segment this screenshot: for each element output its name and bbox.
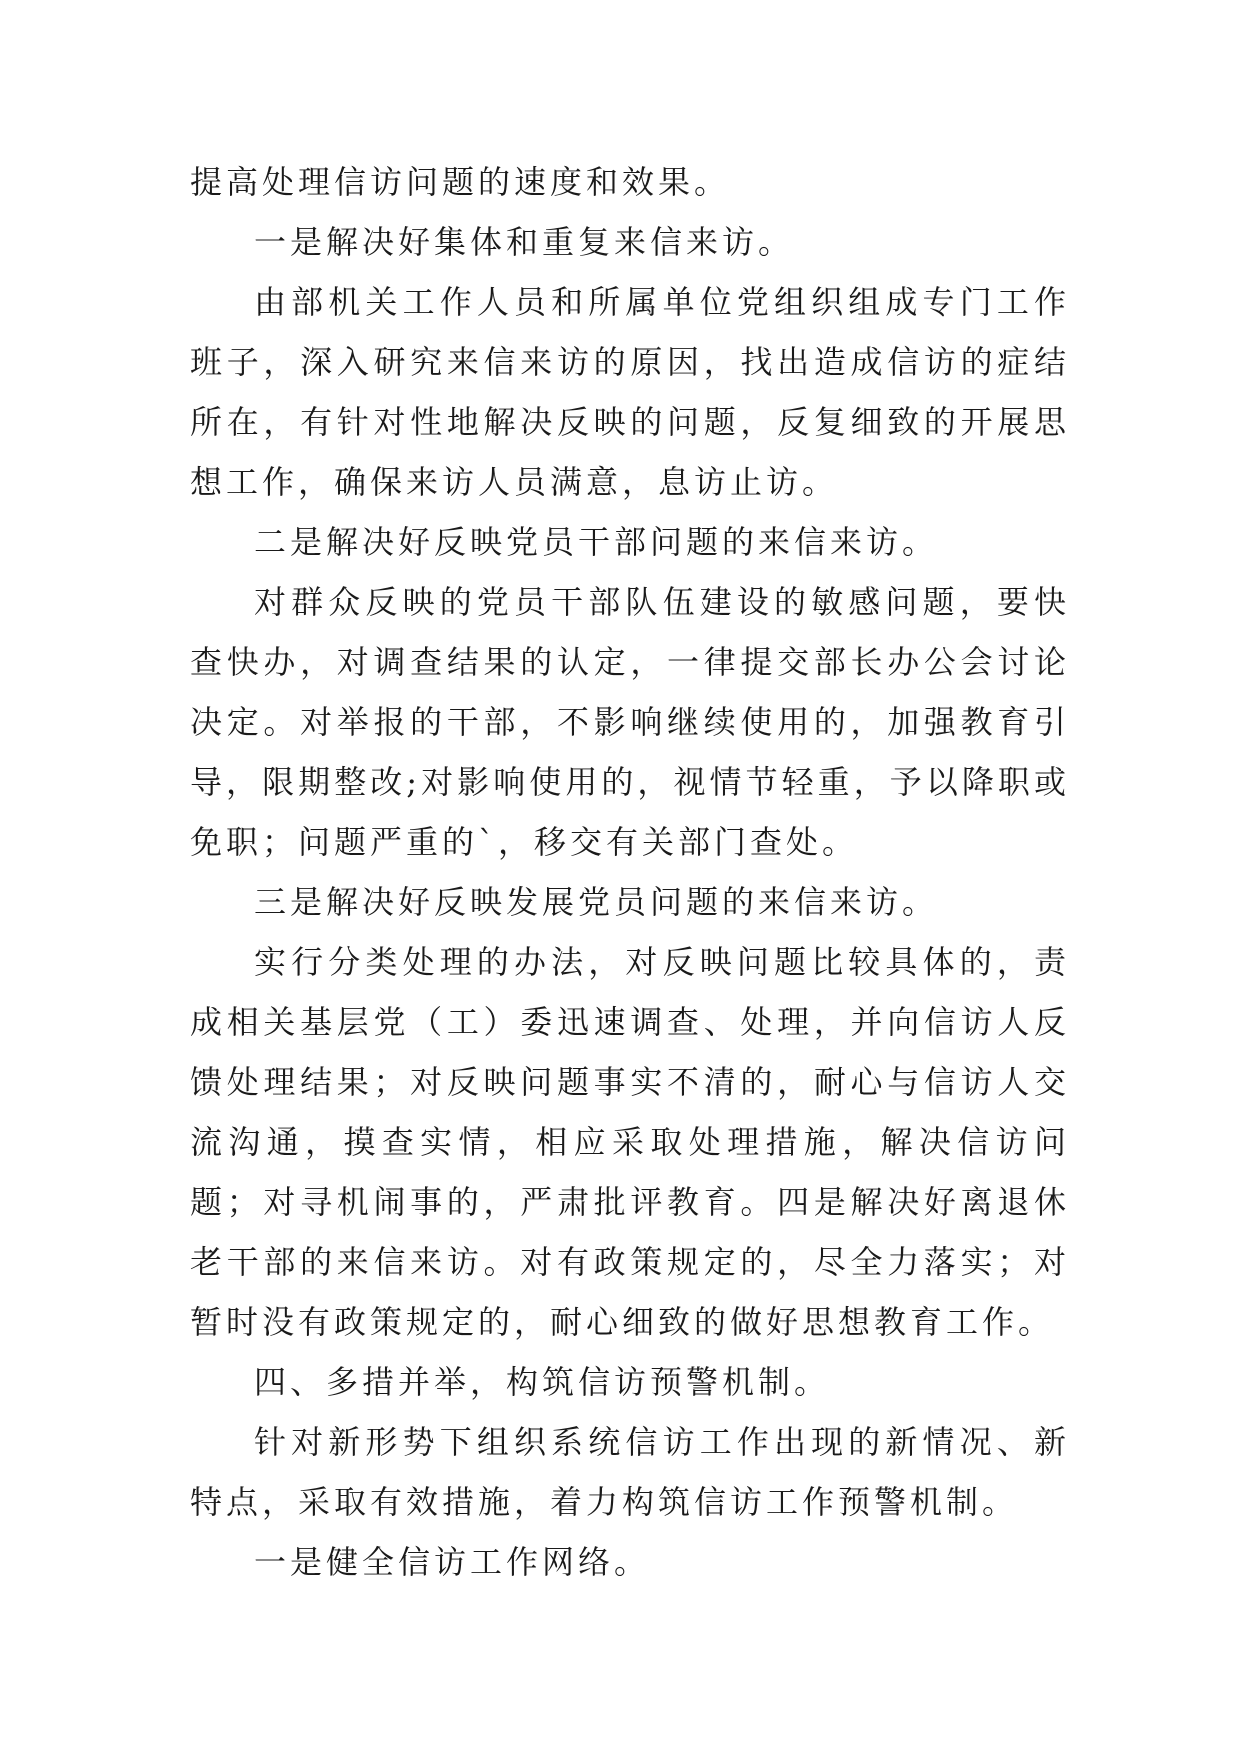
paragraph-2: 一是解决好集体和重复来信来访。 — [254, 223, 795, 261]
paragraph-3: 由部机关工作人员和所属单位党组织组成专门工作班子，深入研究来信来访的原因，找出造成信访的症结所在，有针对性地解决反映的问题，反复细致的开展思想工作，确保来访人员满意，息访止访。 — [190, 283, 1070, 501]
paragraph-9: 针对新形势下组织系统信访工作出现的新情况、新特点，采取有效措施，着力构筑信访工作预警机制。 — [190, 1423, 1070, 1521]
paragraph-8: 四、多措并举，构筑信访预警机制。 — [254, 1363, 831, 1401]
document-body — [190, 152, 1070, 1592]
paragraph-7: 实行分类处理的办法，对反映问题比较具体的，责成相关基层党（工）委迅速调查、处理，并向信访人反馈处理结果；对反映问题事实不清的，耐心与信访人交流沟通，摸查实情，相应采取处理措施，解决信访问题；对寻机闹事的，严肃批评教育。四是解决好离退休老干部的来信来访。对有政策规定的，尽全力落实；对暂时没有政策规定的，耐心细致的做好思想教育工作。 — [190, 943, 1070, 1341]
paragraph-4: 二是解决好反映党员干部问题的来信来访。 — [254, 523, 939, 561]
paragraph-6: 三是解决好反映发展党员问题的来信来访。 — [254, 883, 939, 921]
paragraph-10: 一是健全信访工作网络。 — [254, 1543, 651, 1581]
paragraph-5: 对群众反映的党员干部队伍建设的敏感问题，要快查快办，对调查结果的认定，一律提交部长办公会讨论决定。对举报的干部，不影响继续使用的，加强教育引导，限期整改;对影响使用的，视情节轻重，予以降职或免职；问题严重的`，移交有关部门查处。 — [190, 583, 1070, 861]
paragraph-1: 提高处理信访问题的速度和效果。 — [190, 163, 731, 201]
